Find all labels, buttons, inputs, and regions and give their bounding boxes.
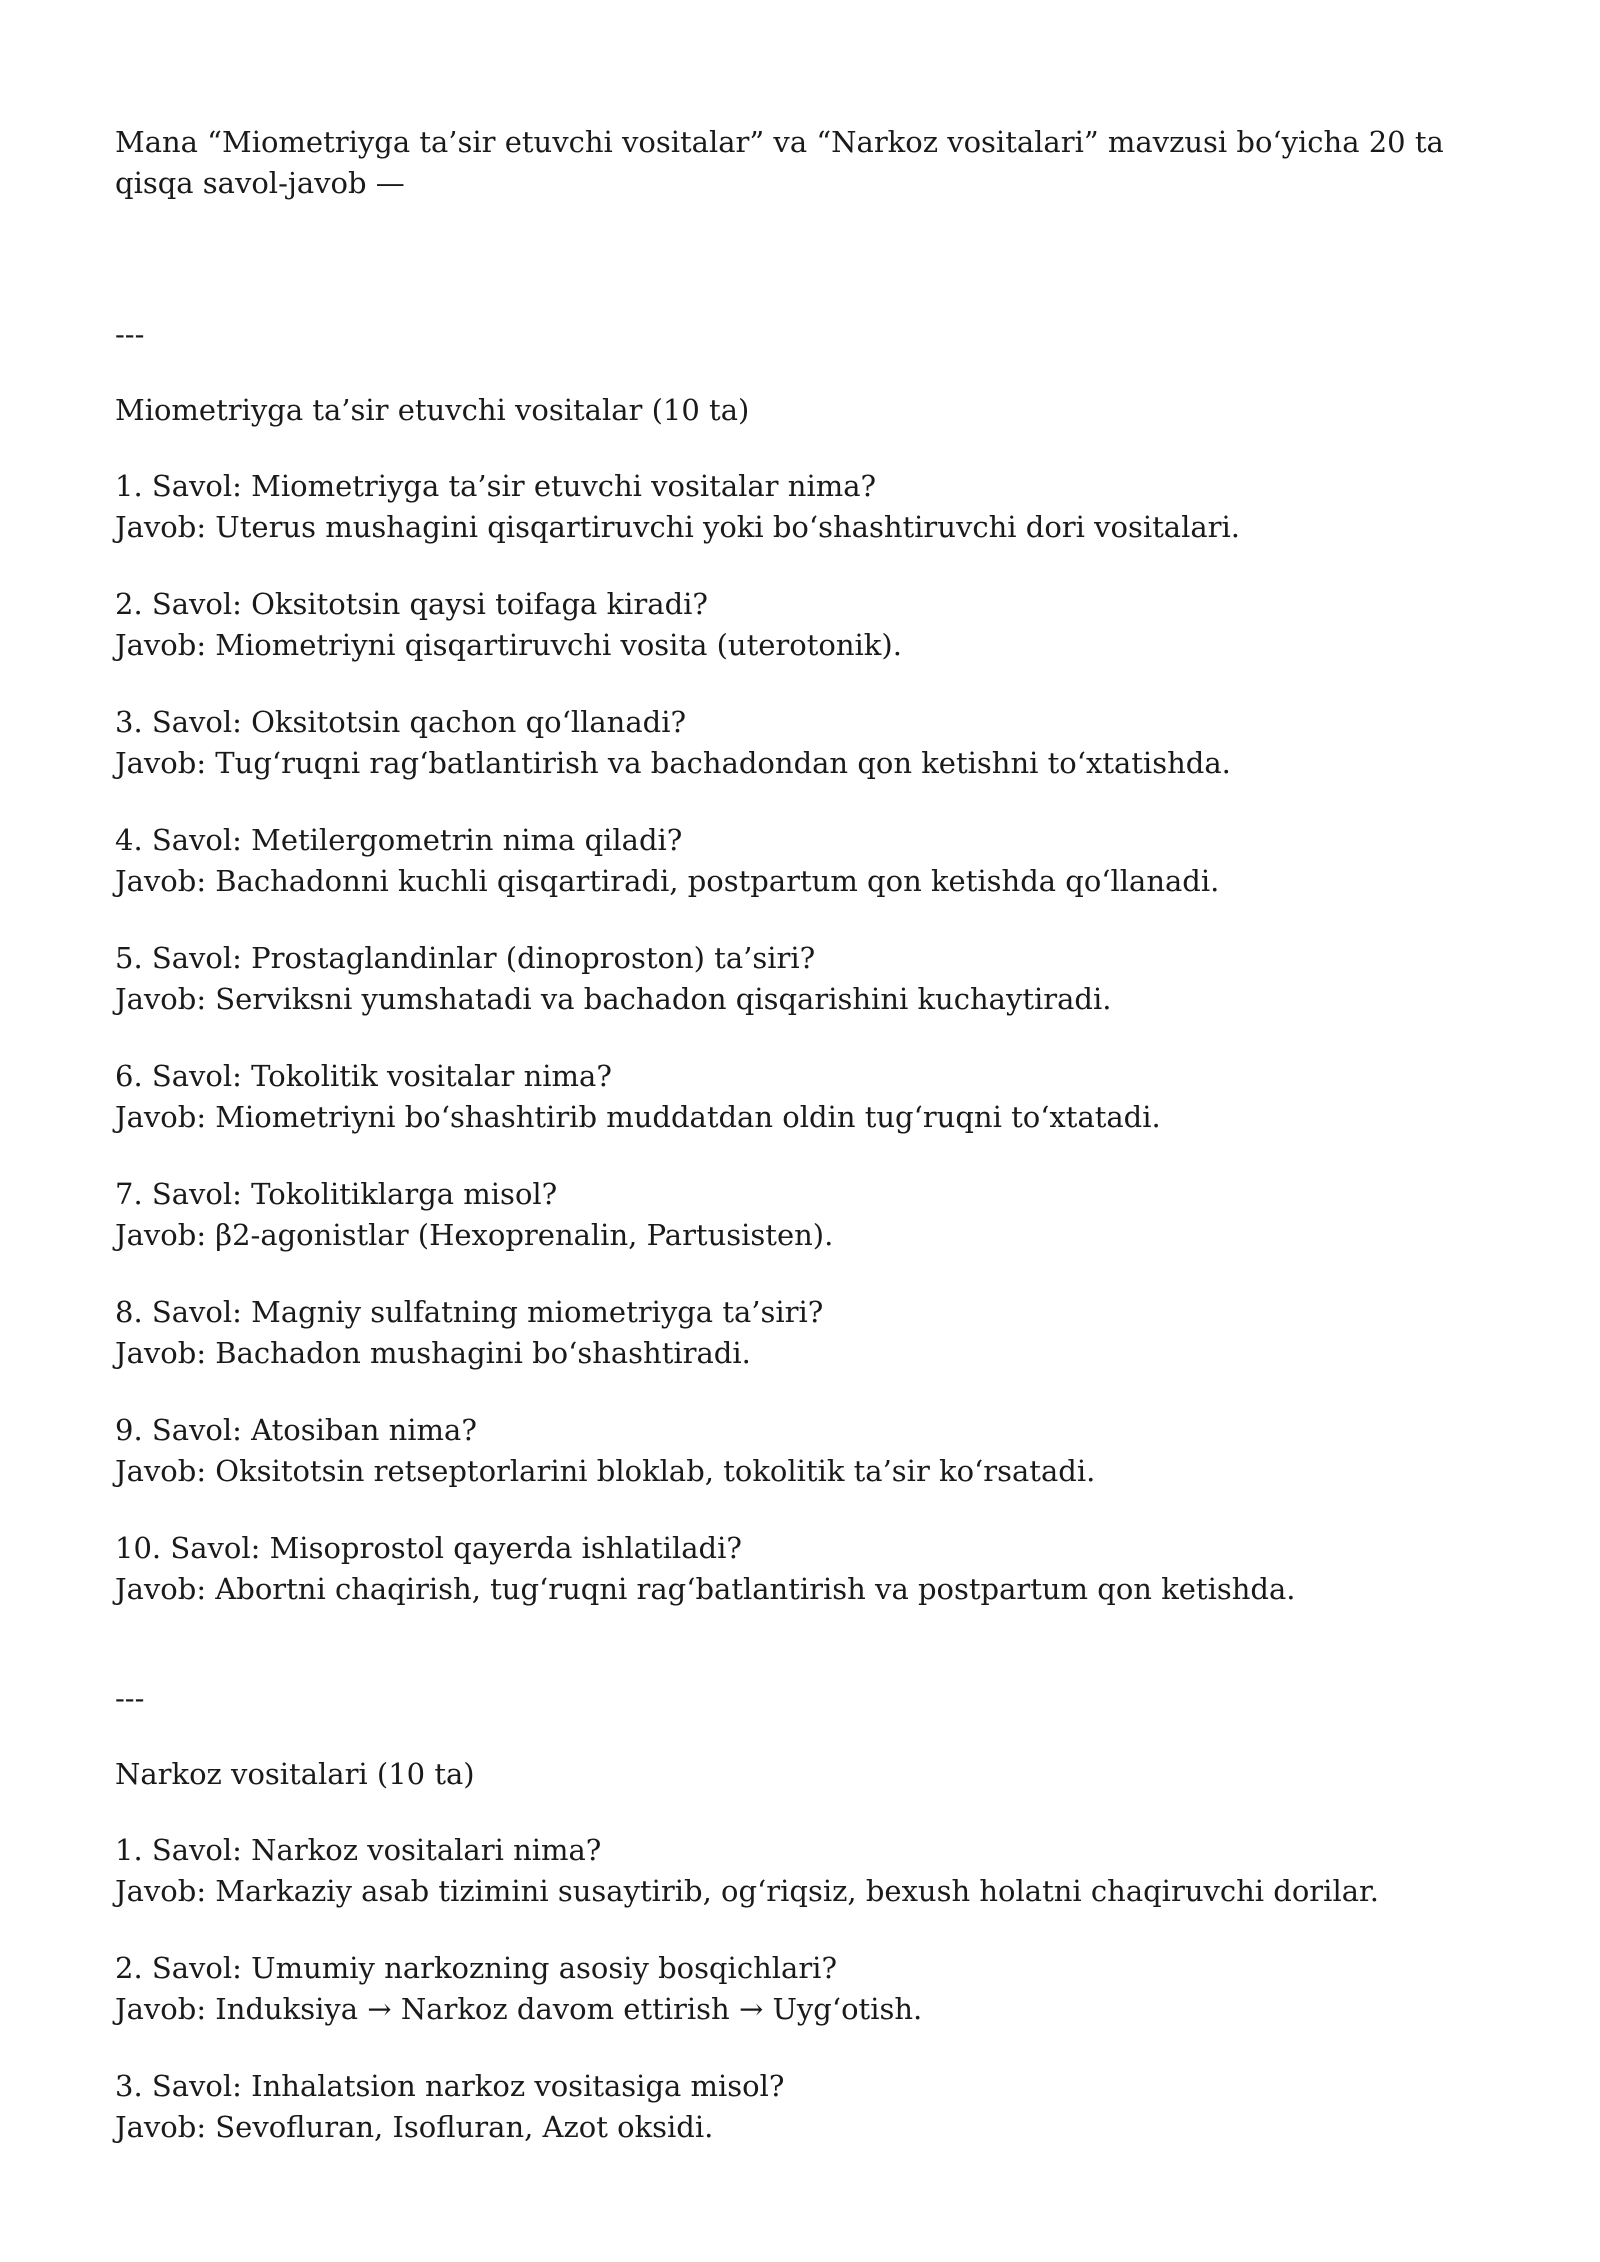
section-miometriya [115,390,1455,1610]
answer-text: Javob: Abortni chaqirish, tug‘ruqni rag‘batlantirish va postpartum qon ketishda. [115,1572,1296,1606]
separator-line: --- [115,317,145,351]
qa-item [115,1410,1455,1492]
question-text: 2. Savol: Umumiy narkozning asosiy bosqichlari? [115,1951,837,1985]
qa-item [115,820,1455,902]
question-text: 3. Savol: Oksitotsin qachon qo‘llanadi? [115,705,687,739]
answer-text: Javob: Tug‘ruqni rag‘batlantirish va bachadondan qon ketishni to‘xtatishda. [115,746,1231,780]
answer-text: Javob: Miometriyni bo‘shashtirib muddatdan oldin tug‘ruqni to‘xtatadi. [115,1100,1161,1134]
separator-line: --- [115,1681,145,1715]
question-text: 1. Savol: Miometriyga ta’sir etuvchi vositalar nima? [115,469,877,503]
answer-text: Javob: β2-agonistlar (Hexoprenalin, Partusisten). [115,1218,834,1252]
qa-item [115,584,1455,666]
qa-item [115,1056,1455,1138]
qa-item [115,1830,1455,1912]
answer-text: Javob: Uterus mushagini qisqartiruvchi yoki bo‘shashtiruvchi dori vositalari. [115,510,1241,544]
section-title: Narkoz vositalari (10 ta) [115,1757,475,1791]
answer-text: Javob: Bachadonni kuchli qisqartiradi, postpartum qon ketishda qo‘llanadi. [115,864,1220,898]
question-text: 10. Savol: Misoprostol qayerda ishlatiladi? [115,1531,742,1565]
answer-text: Javob: Serviksni yumshatadi va bachadon qisqarishini kuchaytiradi. [115,982,1112,1016]
intro-paragraph: Mana “Miometriyga ta’sir etuvchi vositalar” va “Narkoz vositalari” mavzusi bo‘yicha 20 ta qisqa savol-javob — [115,125,1444,200]
answer-text: Javob: Oksitotsin retseptorlarini bloklab, tokolitik ta’sir ko‘rsatadi. [115,1454,1096,1488]
qa-item [115,938,1455,1020]
answer-text: Javob: Markaziy asab tizimini susaytirib, og‘riqsiz, bexush holatni chaqiruvchi dorilar. [115,1874,1379,1908]
question-text: 4. Savol: Metilergometrin nima qiladi? [115,823,683,857]
question-text: 8. Savol: Magniy sulfatning miometriyga ta’siri? [115,1295,824,1329]
question-text: 6. Savol: Tokolitik vositalar nima? [115,1059,612,1093]
section-narkoz [115,1754,1455,2148]
section-title: Miometriyga ta’sir etuvchi vositalar (10 ta) [115,393,750,427]
qa-item [115,1948,1455,2030]
qa-item [115,1528,1455,1610]
qa-item [115,1174,1455,1256]
question-text: 5. Savol: Prostaglandinlar (dinoproston) ta’siri? [115,941,816,975]
answer-text: Javob: Induksiya → Narkoz davom ettirish → Uyg‘otish. [115,1992,923,2026]
qa-item [115,1292,1455,1374]
answer-text: Javob: Miometriyni qisqartiruvchi vosita (uterotonik). [115,628,902,662]
question-text: 1. Savol: Narkoz vositalari nima? [115,1833,602,1867]
question-text: 2. Savol: Oksitotsin qaysi toifaga kiradi? [115,587,708,621]
qa-list [115,1830,1455,2148]
qa-item [115,702,1455,784]
question-text: 3. Savol: Inhalatsion narkoz vositasiga misol? [115,2069,785,2103]
qa-item [115,2066,1455,2148]
document-page [115,122,1455,2148]
qa-list [115,466,1455,1610]
question-text: 9. Savol: Atosiban nima? [115,1413,477,1447]
answer-text: Javob: Bachadon mushagini bo‘shashtiradi. [115,1336,751,1370]
qa-item [115,466,1455,548]
question-text: 7. Savol: Tokolitiklarga misol? [115,1177,558,1211]
answer-text: Javob: Sevofluran, Isofluran, Azot oksidi. [115,2110,714,2144]
